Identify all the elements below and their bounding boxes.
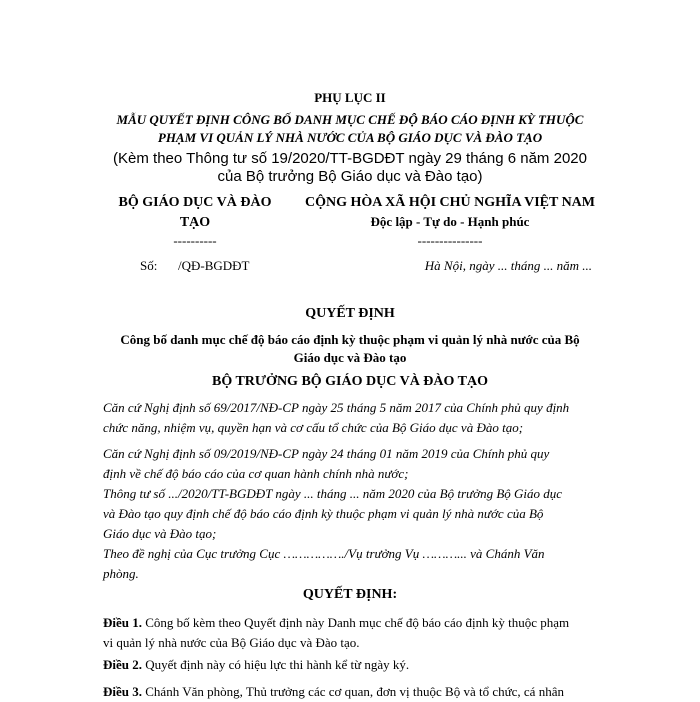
article-2 — [103, 655, 597, 675]
ministry-name-line2: TẠO — [179, 215, 211, 230]
ministry-name-line1: BỘ GIÁO DỤC VÀ ĐÀO — [118, 195, 272, 210]
legal-basis-2-line1: Căn cứ Nghị định số 09/2019/NĐ-CP ngày 24 tháng 01 năm 2019 của Chính phủ quy — [103, 446, 550, 461]
decides-title: QUYẾT ĐỊNH: — [302, 587, 398, 602]
decision-subject-line2: Giáo dục và Đào tạo — [293, 350, 407, 365]
legal-basis-3-line3: Giáo dục và Đào tạo; — [103, 526, 217, 541]
legal-basis-4 — [103, 544, 597, 584]
article-1-text-line2: vi quản lý nhà nước của Bộ Giáo dục và Đào tạo. — [103, 635, 360, 650]
legal-basis-4-line2: phòng. — [103, 566, 139, 581]
article-2-label: Điều 2. — [103, 657, 142, 672]
legal-basis-1-line2: chức năng, nhiệm vụ, quyền hạn và cơ cấu tổ chức của Bộ Giáo dục và Đào tạo; — [103, 420, 524, 435]
article-1-label: Điều 1. — [103, 615, 142, 630]
legal-basis-1-line1: Căn cứ Nghị định số 69/2017/NĐ-CP ngày 25 tháng 5 năm 2017 của Chính phủ quy định — [103, 400, 570, 415]
legal-basis-4-line1: Theo đề nghị của Cục trưởng Cục ……………./Vụ trưởng Vụ ………... và Chánh Văn — [103, 546, 545, 561]
legal-basis-3 — [103, 484, 597, 544]
legal-basis-3-line1: Thông tư số .../2020/TT-BGDĐT ngày ... tháng ... năm 2020 của Bộ trưởng Bộ Giáo dục — [103, 486, 563, 501]
article-3-label: Điều 3. — [103, 684, 142, 699]
decision-authority: BỘ TRƯỞNG BỘ GIÁO DỤC VÀ ĐÀO TẠO — [211, 374, 488, 389]
appendix-subtitle-line1: MẪU QUYẾT ĐỊNH CÔNG BỐ DANH MỤC CHẾ ĐỘ BÁO CÁO ĐỊNH KỲ THUỘC — [116, 112, 584, 127]
article-1-text-line1: Công bố kèm theo Quyết định này Danh mục chế độ báo cáo định kỳ thuộc phạm — [142, 615, 570, 630]
place-date: Hà Nội, ngày ... tháng ... năm ... — [424, 258, 592, 273]
decision-subject-line1: Công bố danh mục chế độ báo cáo định kỳ thuộc phạm vi quản lý nhà nước của Bộ — [120, 332, 580, 347]
appendix-note-line2: của Bộ trưởng Bộ Giáo dục và Đào tạo) — [217, 168, 483, 185]
motto-rule: --------------- — [417, 233, 483, 248]
document-number-label: Số: — [140, 258, 158, 273]
legal-basis-3-line2: và Đào tạo quy định chế độ báo cáo định kỳ thuộc phạm vi quản lý nhà nước của Bộ — [103, 506, 544, 521]
appendix-note-line1: (Kèm theo Thông tư số 19/2020/TT-BGDĐT ngày 29 tháng 6 năm 2020 — [113, 150, 587, 167]
appendix-subtitle-line2: PHẠM VI QUẢN LÝ NHÀ NƯỚC CỦA BỘ GIÁO DỤC VÀ ĐÀO TẠO — [157, 130, 543, 145]
article-3 — [103, 682, 597, 702]
national-motto: Độc lập - Tự do - Hạnh phúc — [370, 214, 530, 229]
ministry-rule: ---------- — [173, 233, 217, 248]
article-2-text-line1: Quyết định này có hiệu lực thi hành kể từ ngày ký. — [142, 657, 410, 672]
decision-title: QUYẾT ĐỊNH — [305, 306, 395, 321]
appendix-title: PHỤ LỤC II — [314, 90, 386, 105]
article-3-text-line1: Chánh Văn phòng, Thủ trưởng các cơ quan, đơn vị thuộc Bộ và tổ chức, cá nhân — [142, 684, 564, 699]
legal-basis-2 — [103, 444, 597, 484]
country-name: CỘNG HÒA XÃ HỘI CHỦ NGHĨA VIỆT NAM — [304, 195, 595, 210]
legal-basis-1 — [103, 398, 597, 438]
document-number-code: /QĐ-BGDĐT — [178, 258, 250, 273]
legal-basis-2-line2: định về chế độ báo cáo của cơ quan hành chính nhà nước; — [103, 466, 409, 481]
article-1 — [103, 613, 597, 653]
